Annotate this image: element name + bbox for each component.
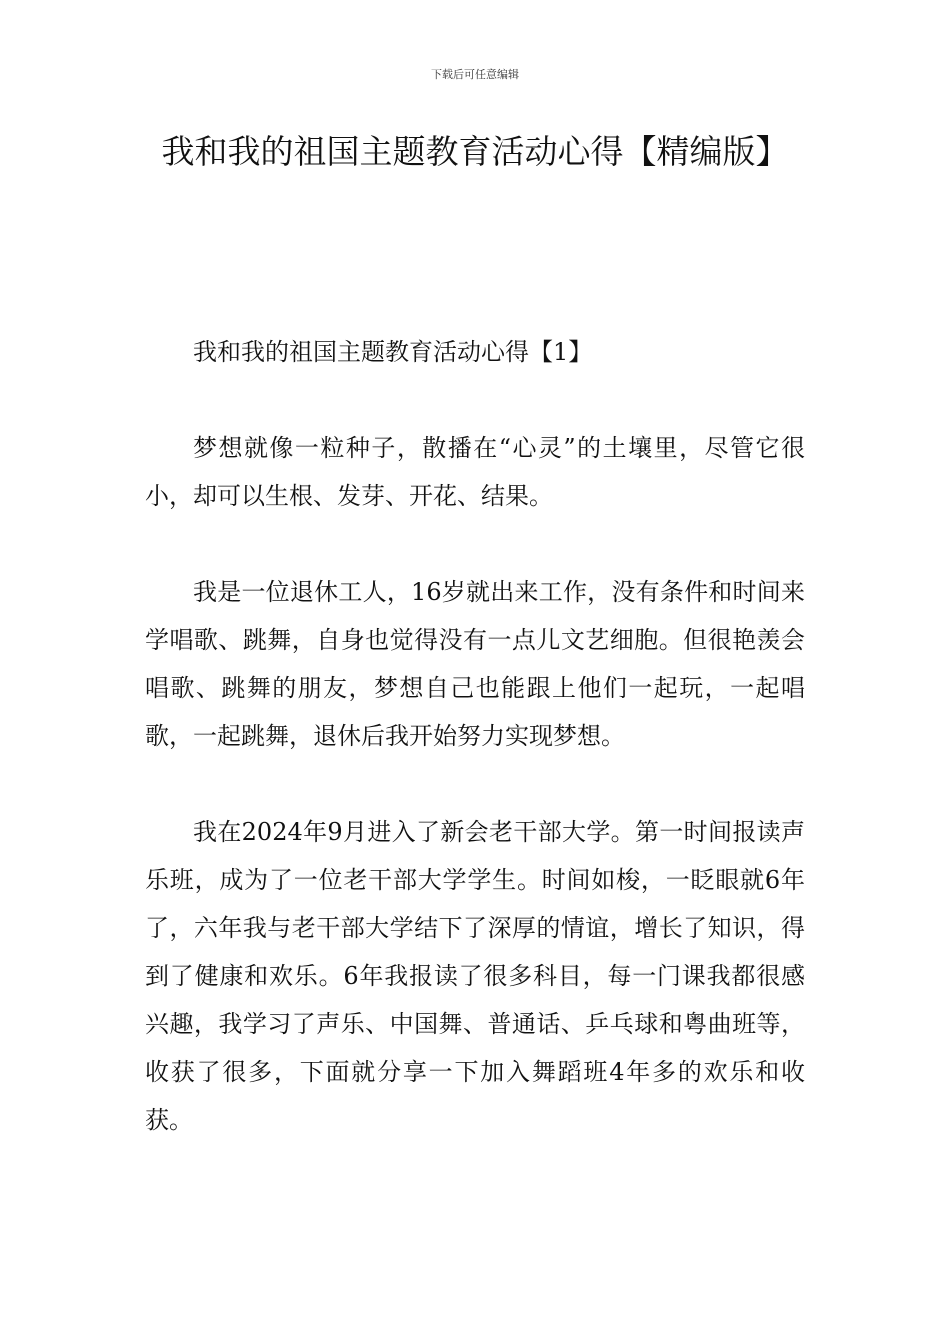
paragraph-3: 我在2024年9月进入了新会老干部大学。第一时间报读声乐班，成为了一位老干部大学学生。时间如梭，一眨眼就6年了，六年我与老干部大学结下了深厚的情谊，增长了知识，得到了健康和欢乐。6年我报读了很多科目，每一门课我都很感兴趣，我学习了声乐、中国舞、普通话、乒乓球和粤曲班等，收获了很多，下面就分享一下加入舞蹈班4年多的欢乐和收获。 (145, 818, 805, 1134)
section-heading: 我和我的祖国主题教育活动心得【1】 (193, 338, 593, 366)
paragraph-2: 我是一位退休工人，16岁就出来工作，没有条件和时间来学唱歌、跳舞，自身也觉得没有一点儿文艺细胞。但很艳羡会唱歌、跳舞的朋友，梦想自己也能跟上他们一起玩，一起唱歌，一起跳舞，退休后我开始努力实现梦想。 (145, 578, 805, 750)
header-note: 下载后可任意编辑 (431, 68, 519, 81)
document-title: 我和我的祖国主题教育活动心得【精编版】 (161, 132, 789, 171)
paragraph-1: 梦想就像一粒种子，散播在“心灵”的土壤里，尽管它很小，却可以生根、发芽、开花、结果。 (145, 434, 805, 510)
document-body (145, 328, 805, 1192)
